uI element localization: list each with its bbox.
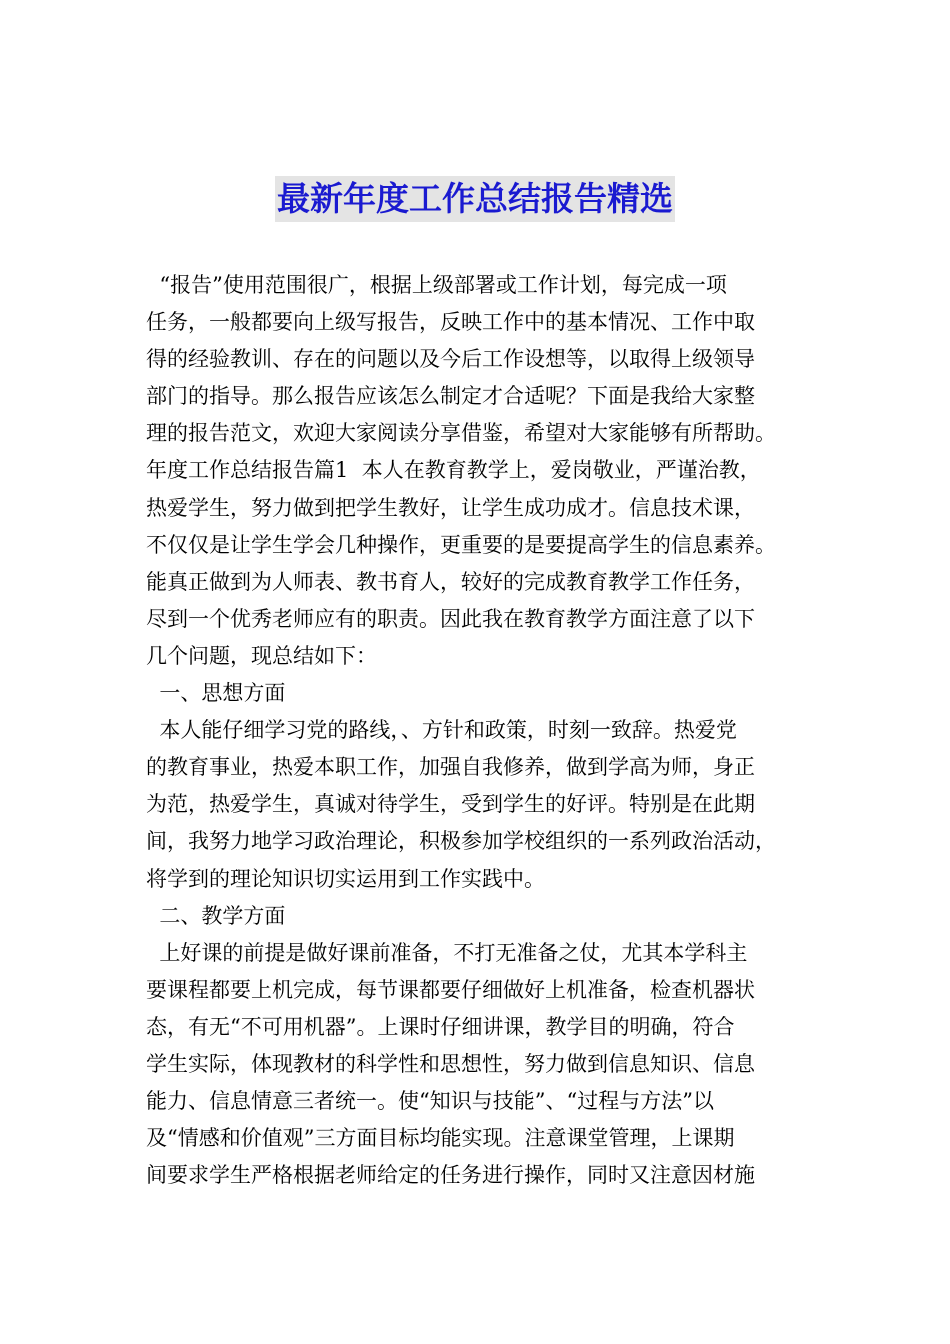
body-line: 要课程都要上机完成，每节课都要仔细做好上机准备，检查机器状 <box>146 977 755 1002</box>
body-line: 理的报告范文，欢迎大家阅读分享借鉴，希望对大家能够有所帮助。 <box>146 421 776 446</box>
body-line: 为范，热爱学生，真诚对待学生，受到学生的好评。特别是在此期 <box>146 792 755 817</box>
body-line: 态，有无“不可用机器”。上课时仔细讲课，教学目的明确，符合 <box>146 1014 735 1039</box>
title-container <box>0 176 950 222</box>
section-heading: 一、思想方面 <box>146 681 286 706</box>
body-line: 任务，一般都要向上级写报告，反映工作中的基本情况、工作中取 <box>146 310 755 335</box>
document-body <box>146 267 816 1194</box>
document-title: 最新年度工作总结报告精选 <box>275 176 675 222</box>
body-line: 尽到一个优秀老师应有的职责。因此我在教育教学方面注意了以下 <box>146 606 755 631</box>
body-line: 及“情感和价值观”三方面目标均能实现。注意课堂管理，上课期 <box>146 1126 735 1151</box>
section-heading: 二、教学方面 <box>146 903 286 928</box>
body-line: 能真正做到为人师表、教书育人，较好的完成教育教学工作任务， <box>146 569 755 594</box>
body-line: 得的经验教训、存在的问题以及今后工作设想等，以取得上级领导 <box>146 347 755 372</box>
body-line: “报告”使用范围很广，根据上级部署或工作计划，每完成一项 <box>146 273 727 297</box>
body-line: 间要求学生严格根据老师给定的任务进行操作，同时又注意因材施 <box>146 1163 755 1188</box>
body-line: 不仅仅是让学生学会几种操作，更重要的是要提高学生的信息素养。 <box>146 532 776 557</box>
body-line: 的教育事业，热爱本职工作，加强自我修养，做到学高为师，身正 <box>146 755 755 780</box>
body-line: 部门的指导。那么报告应该怎么制定才合适呢？下面是我给大家整 <box>146 384 755 409</box>
body-line: 热爱学生，努力做到把学生教好，让学生成功成才。信息技术课， <box>146 495 755 520</box>
body-line: 能力、信息情意三者统一。使“知识与技能”、“过程与方法”以 <box>146 1089 714 1114</box>
body-line: 年度工作总结报告篇1 本人在教育教学上，爱岗敬业，严谨治教， <box>146 458 761 483</box>
body-line: 本人能仔细学习党的路线，、方针和政策，时刻一致辞。热爱党 <box>146 718 737 743</box>
body-line: 学生实际，体现教材的科学性和思想性，努力做到信息知识、信息 <box>146 1051 755 1076</box>
body-line: 上好课的前提是做好课前准备，不打无准备之仗，尤其本学科主 <box>146 940 748 965</box>
body-line: 将学到的理论知识切实运用到工作实践中。 <box>146 866 545 891</box>
body-line: 几个问题，现总结如下： <box>146 643 377 668</box>
body-line: 间，我努力地学习政治理论，积极参加学校组织的一系列政治活动， <box>146 829 776 854</box>
